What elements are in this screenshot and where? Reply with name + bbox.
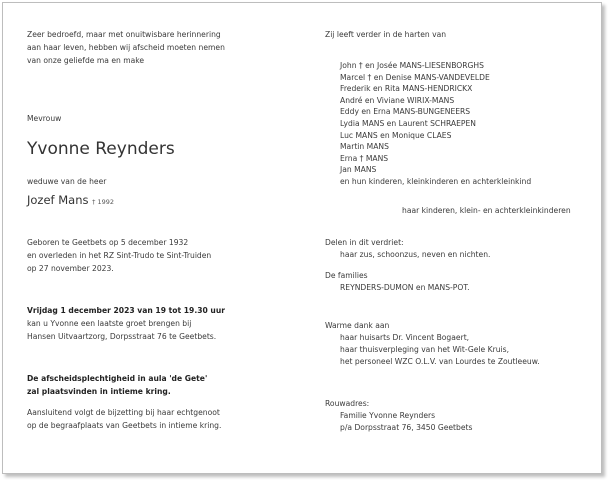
- address-line-1: Familie Yvonne Reynders: [340, 411, 436, 420]
- thanks-line-1: haar huisarts Dr. Vincent Bogaert,: [340, 333, 470, 342]
- honorific: Mevrouw: [27, 114, 62, 123]
- family-member: Lydia MANS en Laurent SCHRAEPEN: [340, 118, 476, 128]
- families-label: De families: [325, 271, 368, 280]
- husband-name: Jozef Mans: [27, 193, 89, 207]
- family-member: Erna † MANS: [340, 153, 389, 163]
- thanks-line-3: het personeel WZC O.L.V. van Lourdes te Zoutleeuw.: [340, 357, 540, 366]
- share-grief-names: haar zus, schoonzus, neven en nichten.: [340, 250, 491, 259]
- family-member: Frederik en Rita MANS-HENDRICKX: [340, 84, 473, 94]
- family-member: Eddy en Erna MANS-BUNGENEERS: [340, 107, 471, 117]
- intro-line-1: Zeer bedroefd, maar met onuitwisbare herinnering: [27, 30, 221, 39]
- deceased-name: Yvonne Reynders: [27, 139, 175, 159]
- husband-name-line: [27, 193, 114, 209]
- visit-date: Vrijdag 1 december 2023 van 19 tot 19.30 uur: [27, 306, 225, 315]
- family-member: Luc MANS en Monique CLAES: [340, 130, 452, 140]
- intro-line-2: aan haar leven, hebben wij afscheid moeten nemen: [27, 43, 225, 52]
- burial-line-1: Aansluitend volgt de bijzetting bij haar echtgenoot: [27, 408, 220, 417]
- family-member: Jan MANS: [340, 165, 377, 175]
- thanks-label: Warme dank aan: [325, 321, 390, 330]
- thanks-line-2: haar thuisverpleging van het Wit-Gele Kruis,: [340, 345, 510, 354]
- ceremony-line-1: De afscheidsplechtigheid in aula 'de Gete': [27, 374, 208, 383]
- family-list: [340, 60, 531, 188]
- intro-line-3: van onze geliefde ma en make: [27, 56, 145, 65]
- grandchildren-line: haar kinderen, klein- en achterkleinkinderen: [402, 206, 571, 215]
- family-member: Marcel † en Denise MANS-VANDEVELDE: [340, 72, 490, 82]
- birth-line-2: en overleden in het RZ Sint-Trudo te Sint-Truiden: [27, 251, 212, 260]
- family-member: John † en Josée MANS-LIESENBORGHS: [340, 61, 484, 70]
- family-member: André en Viviane WIRIX-MANS: [340, 95, 455, 105]
- visit-line-1: kan u Yvonne een laatste groet brengen bij: [27, 319, 192, 328]
- widow-of: weduwe van de heer: [27, 177, 107, 186]
- burial-line-2: op de begraafplaats van Geetbets in intieme kring.: [27, 421, 222, 430]
- families-names: REYNDERS-DUMON en MANS-POT.: [340, 283, 470, 292]
- share-grief-label: Delen in dit verdriet:: [325, 238, 404, 247]
- lives-on-heading: Zij leeft verder in de harten van: [325, 30, 447, 39]
- family-member: Martin MANS: [340, 142, 389, 152]
- address-label: Rouwadres:: [325, 399, 370, 408]
- visit-line-2: Hansen Uitvaartzorg, Dorpsstraat 76 te Geetbets.: [27, 332, 217, 341]
- address-line-2: p/a Dorpsstraat 76, 3450 Geetbets: [340, 423, 473, 432]
- family-member: en hun kinderen, kleinkinderen en achterkleinkind: [340, 176, 532, 186]
- ceremony-line-2: zal plaatsvinden in intieme kring.: [27, 387, 171, 396]
- husband-death: † 1992: [92, 198, 115, 206]
- birth-line-3: op 27 november 2023.: [27, 264, 114, 273]
- birth-line-1: Geboren te Geetbets op 5 december 1932: [27, 238, 189, 247]
